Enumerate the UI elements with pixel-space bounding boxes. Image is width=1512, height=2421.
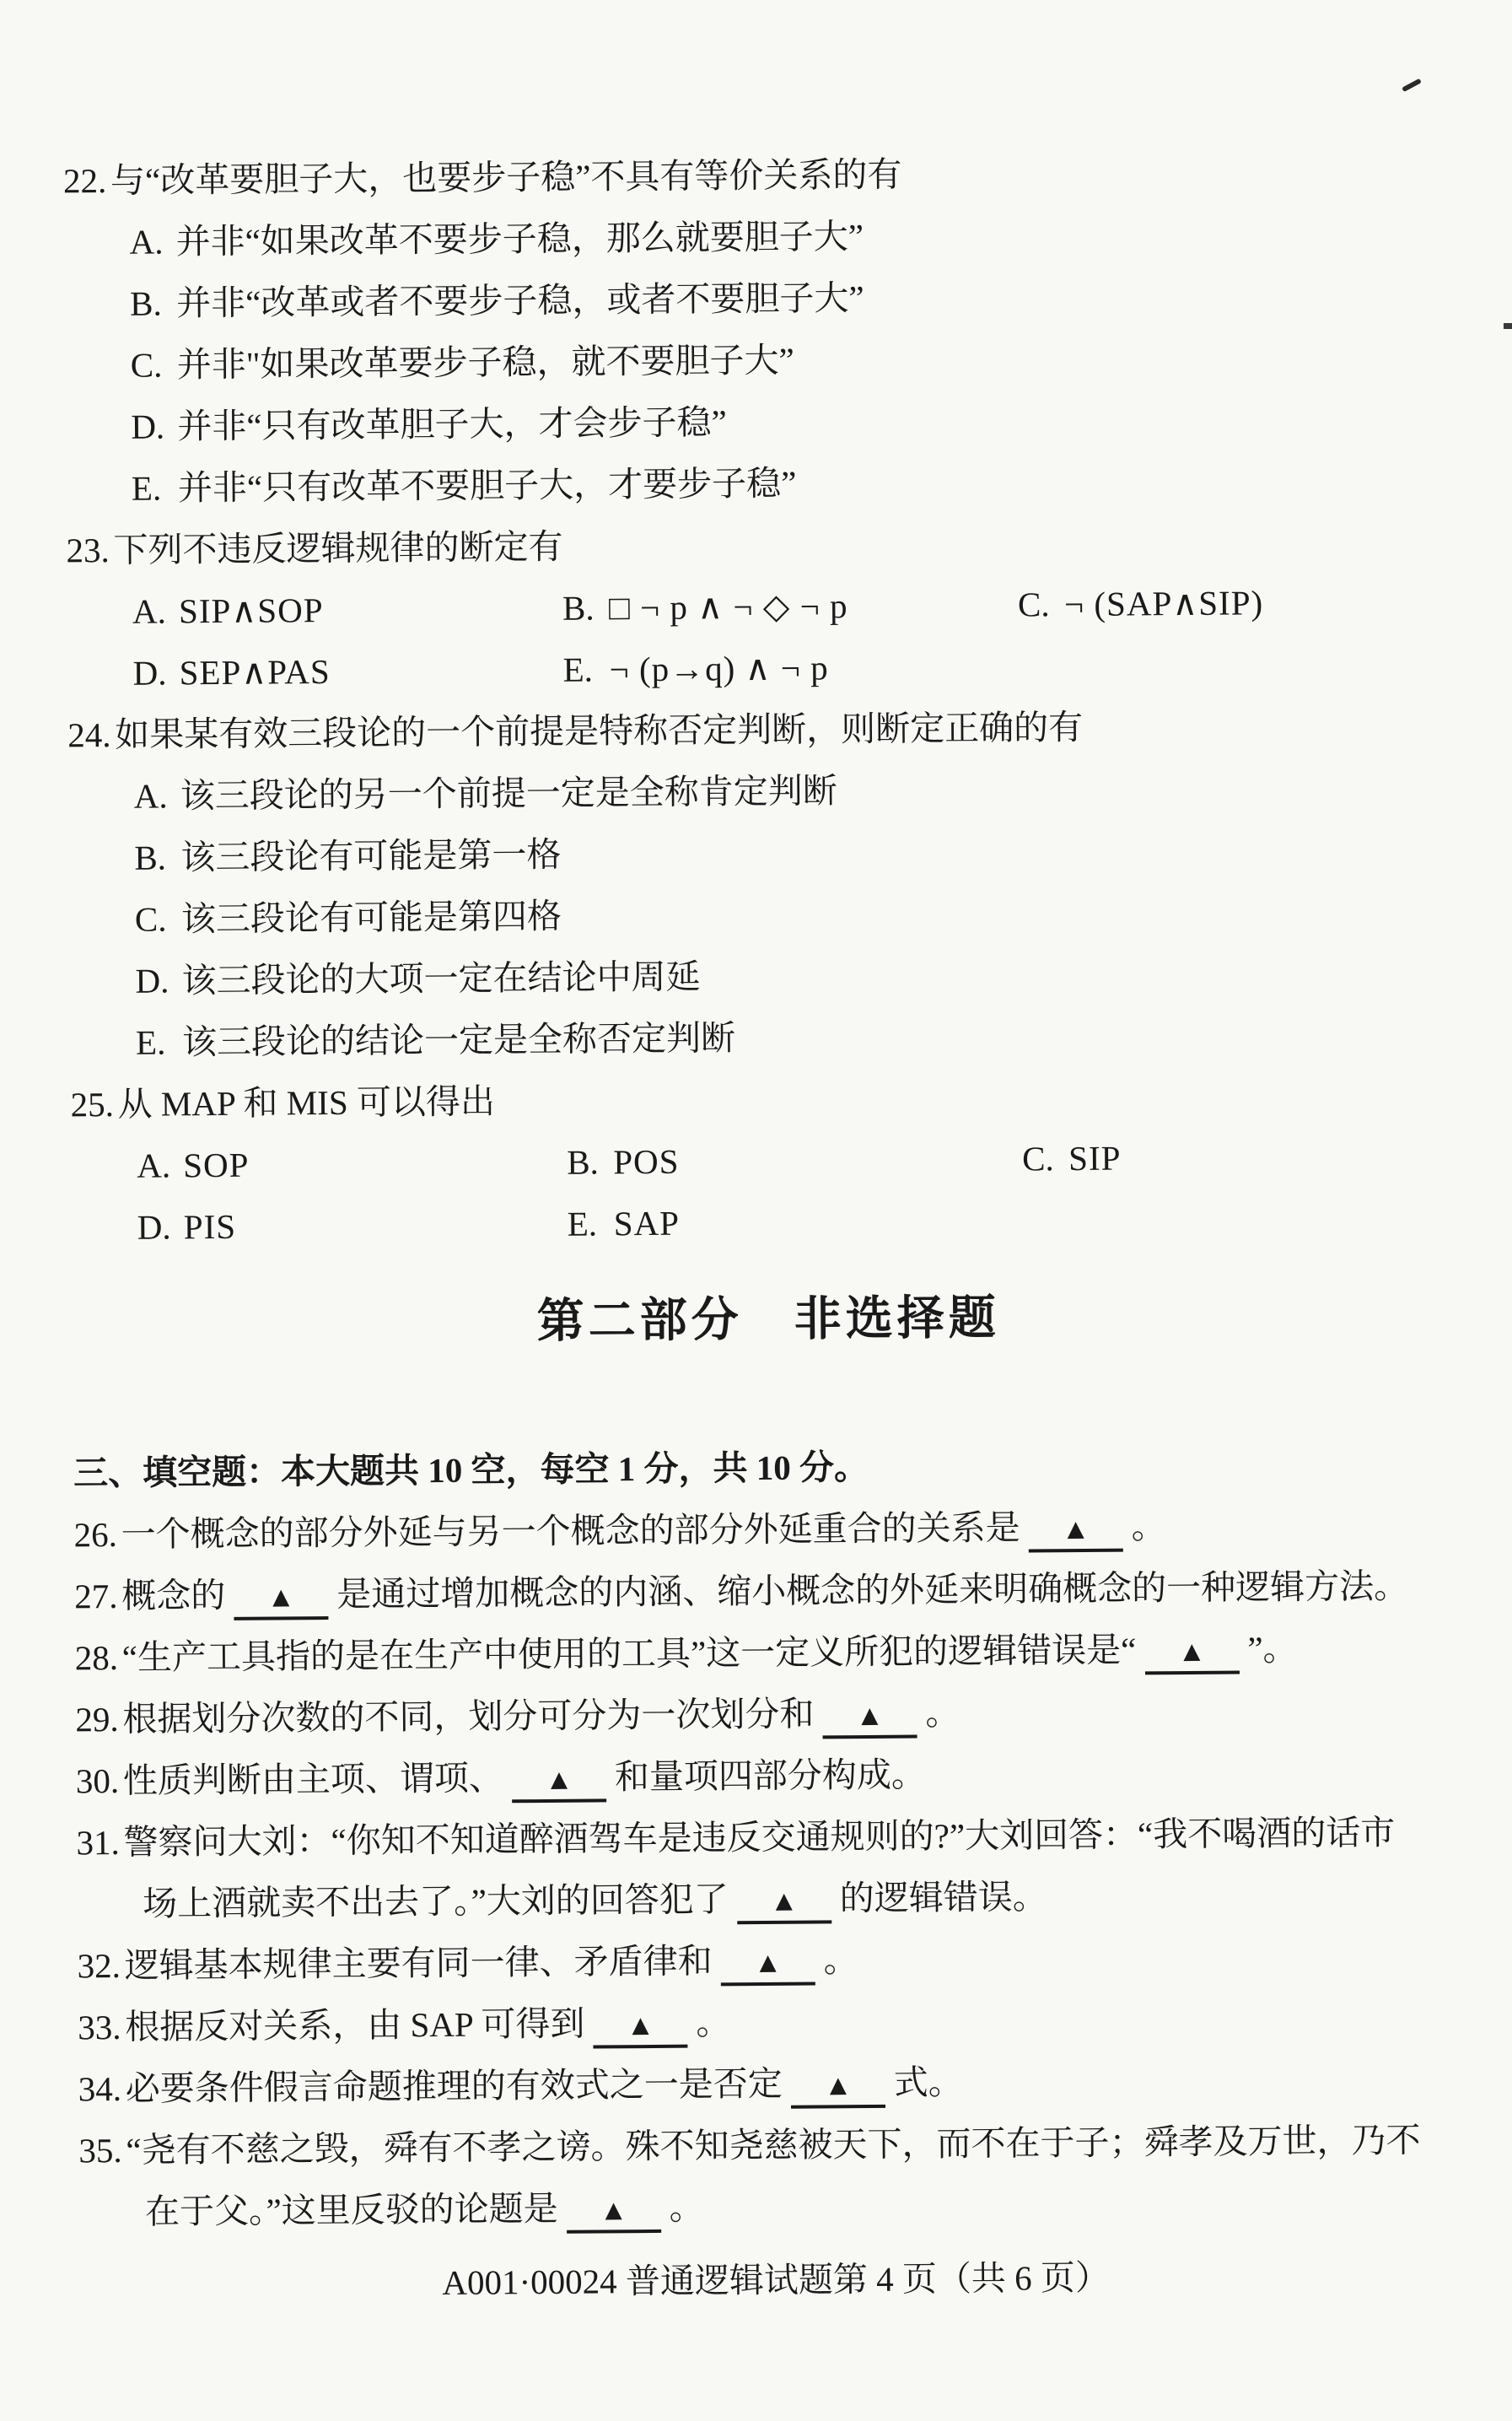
question-line-1 [76,1801,1469,1874]
option-label: D. [132,653,167,693]
option-label: A. [129,222,164,262]
option-cell [1018,572,1264,635]
question-text: 逻辑基本规律主要有同一律、矛盾律和 [124,1941,713,1985]
fill-blank [737,1887,831,1924]
option-label: C. [1017,585,1050,624]
question-text: 。 [669,2187,704,2227]
question-text: 。 [696,2003,731,2042]
option-label: D. [131,407,165,446]
option-text: SIP [1068,1138,1122,1178]
option-text: 该三段论的另一个前提一定是全称肯定判断 [180,771,837,816]
option-label: B. [130,283,162,323]
option-cell [562,637,829,700]
fill-question-34 [78,2047,1472,2120]
question-number: 30. [75,1760,120,1801]
option-row [71,1124,1464,1197]
mc-question-24 [67,693,1462,1074]
triangle-marker: ▲ [855,1700,885,1733]
question-text: 在于父。”这里反驳的论题是 [144,2188,558,2231]
option-line [69,878,1462,951]
option-label: A. [132,591,167,631]
fill-blank [512,1766,606,1803]
fill-blank [822,1702,917,1739]
fill-question-35 [78,2109,1472,2243]
fill-question-33 [78,1986,1471,2058]
option-text: ¬ (SAP∧SIP) [1063,583,1264,624]
option-line [66,447,1459,520]
option-line [68,817,1461,889]
fill-section-header: 三、填空题：本大题共 10 空，每空 1 分，共 10 分。 [73,1447,869,1493]
question-text: 性质判断由主项、谓项、 [122,1758,504,1800]
option-label: C. [134,899,167,939]
option-label: E. [562,650,594,689]
option-text: 该三段论的大项一定在结论中周延 [181,957,701,1000]
question-text: 。 [1131,1507,1166,1546]
question-stem-line [67,693,1461,766]
option-row [67,632,1460,704]
question-number: 27. [74,1576,118,1616]
question-number: 32. [77,1945,121,1986]
option-cell [137,1132,568,1197]
question-number: 26. [73,1514,118,1555]
fill-question-31 [76,1801,1469,1935]
scan-mark-right-edge [1504,323,1512,329]
option-label: E. [131,468,162,508]
option-label: B. [567,1142,599,1182]
question-text: 。 [925,1693,960,1733]
fill-question-28 [75,1616,1468,1689]
question-number: 24. [67,715,111,755]
question-number: 25. [70,1084,115,1124]
triangle-marker: ▲ [544,1764,573,1796]
triangle-marker: ▲ [266,1582,296,1614]
option-text: SOP [183,1145,250,1185]
option-label: D. [137,1207,171,1247]
option-text: □ ¬ p ∧ ¬ ◇ ¬ p [608,586,848,628]
option-cell [1022,1128,1122,1190]
option-line [68,755,1461,828]
question-number: 31. [76,1822,120,1863]
question-text: 式。 [893,2062,963,2102]
question-number: 33. [78,2007,121,2047]
question-text: 场上酒就卖不出去了。”大刘的回答犯了 [142,1879,729,1923]
option-label: A. [137,1146,171,1185]
option-line [63,201,1456,273]
option-text: SIP∧SOP [178,590,324,631]
option-cell [567,1193,680,1255]
question-text: 警察问大刘：“你知不知道醉酒驾车是违反交通规则的?”大刘回答：“我不喝酒的话市 [123,1813,1396,1862]
option-text: POS [613,1141,680,1182]
option-text: 并非“改革或者不要步子稳，或者不要胆子大” [176,278,864,323]
question-number: 35. [78,2130,122,2170]
fill-question-27 [74,1555,1467,1627]
triangle-marker: ▲ [823,2070,853,2102]
option-label: B. [562,588,595,628]
question-stem: 从 MAP 和 MIS 可以得出 [117,1081,496,1124]
question-text: “生产工具指的是在生产中使用的工具”这一定义所犯的逻辑错误是“ [121,1630,1137,1677]
fill-question-29 [75,1678,1468,1750]
option-cell [132,639,563,704]
question-text: ”。 [1247,1628,1298,1669]
question-line-2 [77,1863,1470,1935]
triangle-marker: ▲ [599,2195,628,2227]
option-label: C. [1022,1139,1054,1178]
question-text: 和量项四部分构成。 [614,1755,927,1797]
question-text: 。 [823,1940,858,1980]
option-text: SEP∧PAS [179,651,331,693]
triangle-marker: ▲ [626,2009,655,2042]
option-cell [137,1194,568,1259]
option-text: 并非"如果改革要步子稳，就不要胆子大” [176,340,794,385]
option-line [70,1001,1463,1074]
option-text: ¬ (p→q) ∧ ¬ p [609,648,829,689]
question-stem: 如果某有效三段论的一个前提是特称否定判断，则断定正确的有 [115,707,1084,754]
page-footer: A001·00024 普通逻辑试题第 4 页（共 6 页） [442,2257,1111,2302]
question-text: 概念的 [121,1575,226,1615]
mc-question-25 [70,1063,1464,1259]
option-label: E. [567,1204,598,1243]
triangle-marker: ▲ [1177,1636,1207,1669]
question-text: “尧有不慈之毁，舜有不孝之谤。殊不知尧慈被天下，而不在于子；舜孝及万世，乃不 [126,2120,1421,2170]
option-text: 并非“只有改革胆子大，才会步子稳” [177,402,727,446]
question-text: 一个概念的部分外延与另一个概念的部分外延重合的关系是 [121,1507,1020,1554]
option-row [72,1186,1465,1259]
fill-question-32 [77,1924,1470,1997]
question-text: 必要条件假言命题推理的有效式之一是否定 [125,2063,783,2108]
question-number: 22. [62,161,107,201]
option-cell [567,1129,1023,1194]
question-line-2 [79,2170,1472,2243]
option-cell [132,578,563,643]
option-text: 该三段论有可能是第一格 [180,834,562,877]
fill-blank [791,2072,885,2109]
section-2-title: 第二部分 非选择题 [536,1291,1000,1349]
option-line [64,262,1457,335]
option-label: A. [133,776,168,816]
option-label: B. [134,838,167,877]
triangle-marker: ▲ [753,1947,783,1980]
question-line-1 [78,2109,1472,2181]
question-stem: 与“改革要胆子大，也要步子稳”不具有等价关系的有 [110,154,902,200]
option-label: E. [135,1022,166,1062]
option-text: 并非“如果改革不要步子稳，那么就要胆子大” [175,216,864,262]
option-text: 该三段论的结论一定是全称否定判断 [181,1018,736,1062]
question-number: 29. [75,1699,119,1739]
option-cell [562,574,1019,639]
fill-blank [567,2197,661,2234]
question-stem-line [70,1063,1463,1135]
question-text: 的逻辑错误。 [839,1877,1047,1918]
triangle-marker: ▲ [769,1885,799,1917]
question-number: 23. [66,531,110,570]
fill-blank [234,1583,328,1620]
mc-question-23 [66,509,1460,704]
option-text: 该三段论有可能是第四格 [180,896,562,939]
fill-blank [593,2009,687,2049]
fill-blank [1144,1638,1239,1675]
fill-blank [721,1949,815,1986]
fill-blank [1029,1513,1123,1553]
option-text: PIS [183,1206,237,1247]
question-number: 34. [78,2068,122,2109]
option-text: 并非“只有改革不要胆子大，才要步子稳” [177,463,797,508]
question-text: 是通过增加概念的内涵、缩小概念的外延来明确概念的一种逻辑方法。 [336,1566,1409,1614]
question-text: 根据反对关系，由 SAP 可得到 [125,2003,585,2046]
option-row [67,570,1460,643]
triangle-marker: ▲ [1061,1513,1090,1546]
fill-question-30 [76,1739,1469,1812]
option-line [65,386,1458,458]
option-line [64,324,1457,396]
option-text: SAP [613,1203,681,1243]
option-label: C. [130,345,163,385]
question-stem-line [66,509,1459,581]
fill-question-26 [73,1493,1466,1566]
option-line [69,940,1462,1012]
mc-question-22 [63,139,1458,520]
question-text: 根据划分次数的不同，划分可分为一次划分和 [122,1694,815,1739]
question-number: 28. [74,1637,119,1678]
question-stem: 下列不违反逻辑规律的断定有 [113,526,563,569]
question-stem-line [63,139,1456,212]
option-label: D. [135,961,169,1000]
